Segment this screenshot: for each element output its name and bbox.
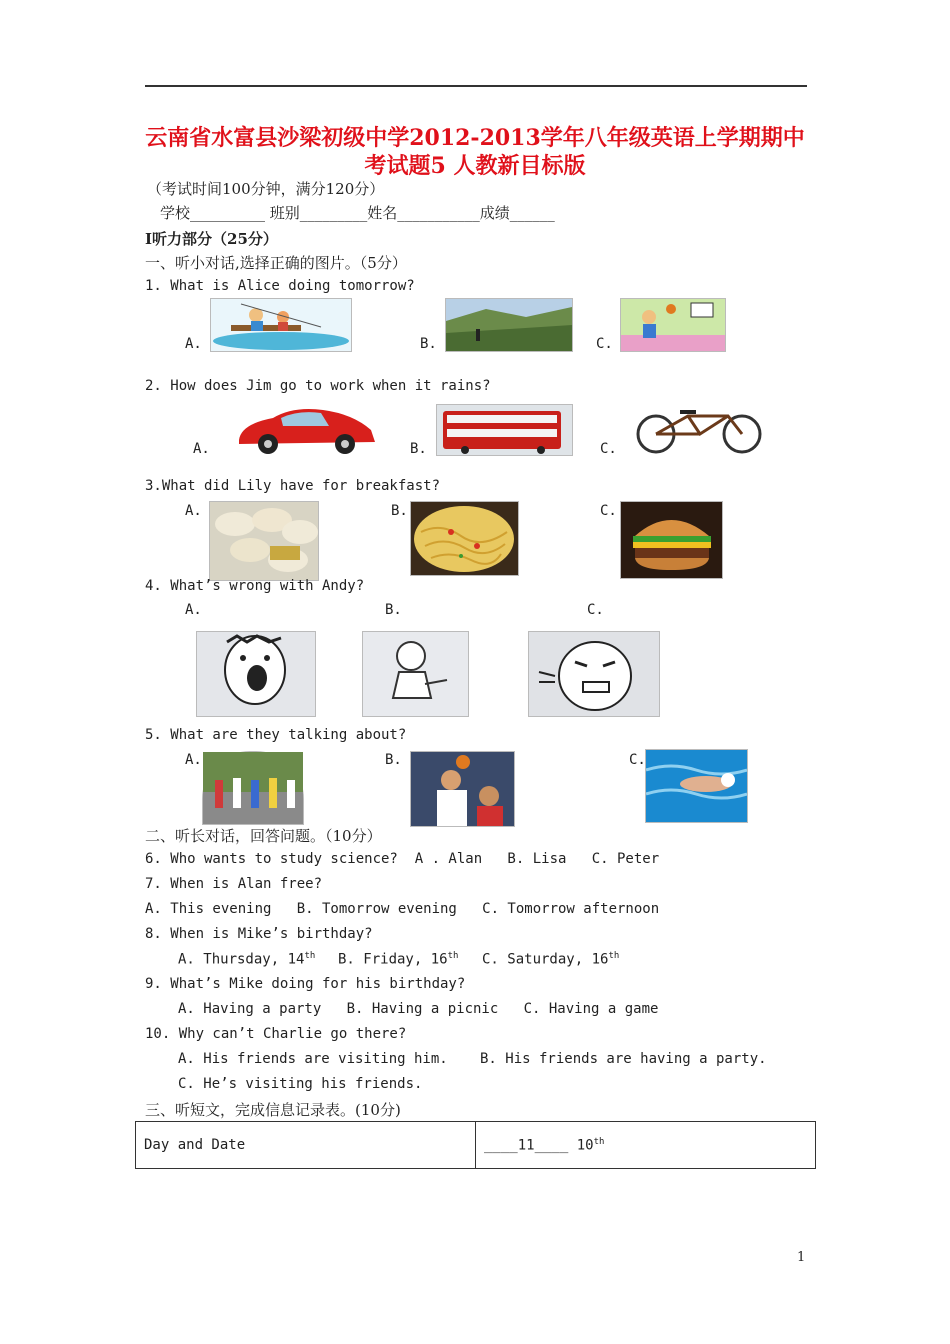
stomachache-picture [362, 631, 469, 717]
option-b-label: B. [391, 503, 408, 519]
question-7-options: A. This evening B. Tomorrow evening C. Tomorrow afternoon [145, 901, 660, 917]
basketball-players-picture [410, 751, 515, 827]
info-record-table [135, 1121, 816, 1169]
exam-title-line1: 云南省水富县沙梁初级中学2012-2013学年八年级英语上学期期中 [145, 125, 805, 151]
noodles-picture [410, 501, 519, 576]
option-c-label: C. [600, 441, 617, 457]
running-picture [202, 751, 304, 825]
dumplings-picture [209, 501, 319, 581]
part2-heading: 二、听长对话，回答问题。（10分） [145, 827, 382, 845]
option-a-label: A. [185, 752, 202, 768]
page-number: 1 [797, 1250, 806, 1265]
question-6: 6. Who wants to study science? A . Alan B. Lisa C. Peter [145, 851, 660, 867]
question-2: 2. How does Jim go to work when it rains? [145, 378, 491, 394]
header-rule [145, 85, 807, 87]
exam-info: （考试时间100分钟，满分120分） [147, 180, 385, 198]
question-5: 5. What are they talking about? [145, 727, 407, 743]
question-8-option-c: C. Saturday, 16th [482, 951, 620, 968]
student-fields: 学校__________ 班别_________姓名___________成绩______ [160, 204, 555, 222]
part1-heading: 一、听小对话,选择正确的图片。（5分） [145, 254, 407, 272]
option-b-label: B. [410, 441, 427, 457]
fishing-picture [210, 298, 352, 352]
swimming-picture [645, 749, 748, 823]
table-value-cell[interactable]: ____11____ 10th [484, 1137, 605, 1154]
bicycle-picture [628, 402, 770, 454]
question-10-option-a: A. His friends are visiting him. [178, 1051, 448, 1067]
listening-heading: I听力部分（25分） [145, 230, 278, 248]
option-a-label: A. [185, 503, 202, 519]
bus-picture [436, 404, 573, 456]
exam-title-line2: 考试题5 人教新目标版 [364, 153, 586, 179]
question-3: 3.What did Lily have for breakfast? [145, 478, 441, 494]
option-c-label: C. [629, 752, 646, 768]
option-a-label: A. [185, 336, 202, 352]
question-4: 4. What’s wrong with Andy? [145, 578, 365, 594]
sore-throat-picture [196, 631, 316, 717]
option-a-label: A. [193, 441, 210, 457]
table-divider [475, 1122, 476, 1168]
question-8: 8. When is Mike’s birthday? [145, 926, 373, 942]
basketball-picture [620, 298, 726, 352]
question-8-option-b: B. Friday, 16th [338, 951, 459, 968]
table-label-cell: Day and Date [144, 1137, 246, 1153]
question-1: 1. What is Alice doing tomorrow? [145, 278, 415, 294]
option-c-label: C. [596, 336, 613, 352]
car-picture [233, 402, 379, 456]
option-b-label: B. [385, 752, 402, 768]
option-c-label: C. [600, 503, 617, 519]
option-c-label: C. [587, 602, 604, 618]
option-a-label: A. [185, 602, 202, 618]
question-9: 9. What’s Mike doing for his birthday? [145, 976, 466, 992]
toothache-picture [528, 631, 660, 717]
hamburger-picture [620, 501, 723, 579]
option-b-label: B. [420, 336, 437, 352]
question-9-options: A. Having a party B. Having a picnic C. Having a game [178, 1001, 659, 1017]
question-8-option-a: A. Thursday, 14th [178, 951, 316, 968]
question-7: 7. When is Alan free? [145, 876, 323, 892]
part3-heading: 三、听短文，完成信息记录表。(10分) [145, 1101, 401, 1119]
question-10-option-b: B. His friends are having a party. [480, 1051, 767, 1067]
hiking-picture [445, 298, 573, 352]
question-10-option-c: C. He’s visiting his friends. [178, 1076, 423, 1092]
option-b-label: B. [385, 602, 402, 618]
question-10: 10. Why can’t Charlie go there? [145, 1026, 407, 1042]
